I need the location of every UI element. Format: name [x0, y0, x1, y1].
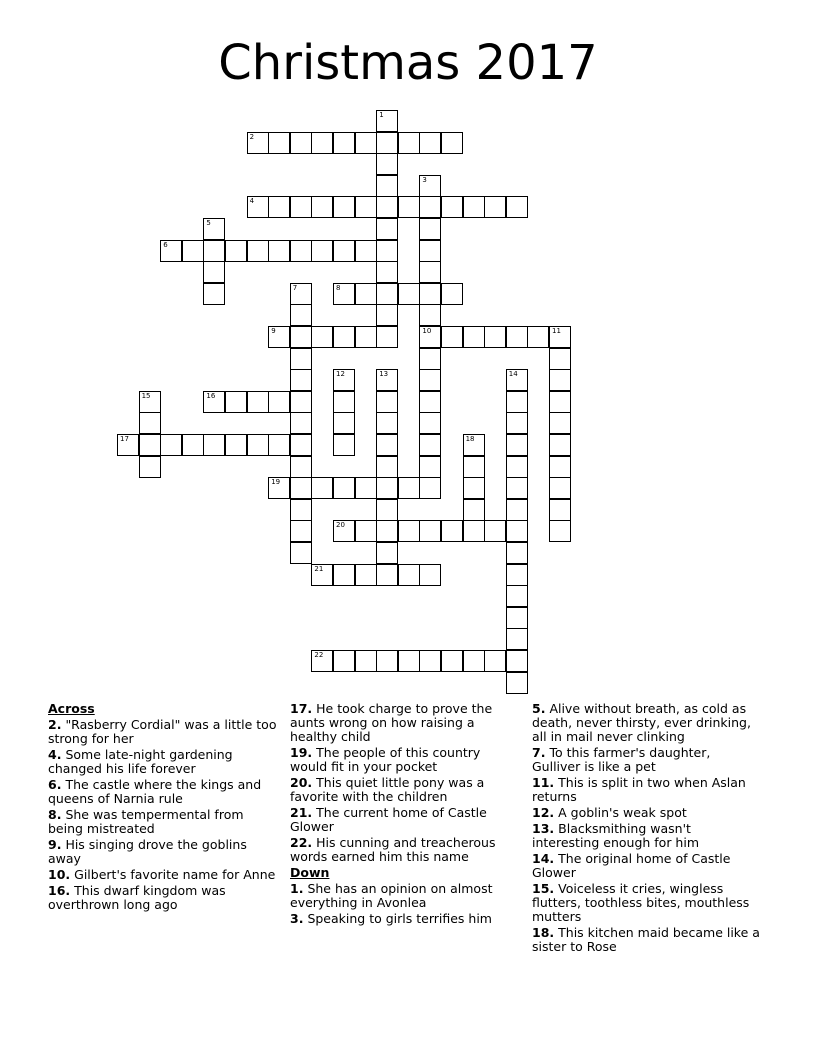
grid-cell[interactable] — [463, 520, 485, 542]
grid-cell[interactable] — [376, 240, 398, 262]
clue-number: 6 — [163, 240, 168, 249]
clue-down-7: 7. To this farmer's daughter, Gulliver is like a pet — [532, 745, 711, 774]
grid-cell[interactable] — [333, 132, 355, 154]
grid-cell[interactable] — [333, 650, 355, 672]
grid-cell[interactable] — [419, 391, 441, 413]
grid-cell[interactable] — [355, 283, 377, 305]
grid-cell[interactable] — [484, 520, 506, 542]
grid-cell[interactable] — [506, 542, 528, 564]
grid-cell[interactable] — [419, 456, 441, 478]
clue-down-1: 1. She has an opinion on almost everything in Avonlea — [290, 881, 493, 910]
grid-cell[interactable] — [376, 132, 398, 154]
grid-cell[interactable] — [182, 240, 204, 262]
clue-number: 21 — [314, 564, 324, 573]
grid-cell[interactable] — [333, 369, 355, 391]
grid-cell[interactable] — [247, 240, 269, 262]
clue-across-17: 17. He took charge to prove the aunts wrong on how raising a healthy child — [290, 701, 493, 744]
grid-cell[interactable] — [290, 391, 312, 413]
clue-across-20: 20. This quiet little pony was a favorite with the children — [290, 775, 485, 804]
grid-cell[interactable] — [463, 650, 485, 672]
grid-cell[interactable] — [419, 369, 441, 391]
grid-cell[interactable] — [376, 326, 398, 348]
grid-cell[interactable] — [311, 650, 333, 672]
clue-number: 19 — [271, 478, 281, 487]
grid-cell[interactable] — [398, 564, 420, 586]
grid-cell[interactable] — [160, 434, 182, 456]
clue-number: 4 — [249, 197, 255, 206]
grid-cell[interactable] — [333, 520, 355, 542]
clue-across-6: 6. The castle where the kings and queens of Narnia rule — [48, 777, 262, 806]
grid-cell[interactable] — [290, 369, 312, 391]
grid-cell[interactable] — [247, 132, 269, 154]
clue-number: 7 — [292, 283, 298, 292]
grid-cell[interactable] — [506, 499, 528, 521]
grid-cell[interactable] — [117, 434, 139, 456]
grid-cell[interactable] — [376, 542, 398, 564]
grid-cell[interactable] — [419, 132, 441, 154]
grid-cell[interactable] — [463, 477, 485, 499]
grid-cell[interactable] — [333, 434, 355, 456]
clue-number: 2 — [249, 132, 255, 141]
grid-cell[interactable] — [398, 132, 420, 154]
grid-cell[interactable] — [463, 326, 485, 348]
grid-cell[interactable] — [268, 196, 290, 218]
clue-down-12: 12. A goblin's weak spot — [532, 805, 687, 820]
grid-cell[interactable] — [333, 326, 355, 348]
grid-cell[interactable] — [333, 240, 355, 262]
clue-number: 12 — [336, 370, 345, 379]
grid-cell[interactable] — [203, 218, 225, 240]
grid-cell[interactable] — [203, 434, 225, 456]
clue-number: 15 — [141, 391, 151, 400]
grid-cell[interactable] — [398, 196, 420, 218]
grid-cell[interactable] — [376, 304, 398, 326]
grid-cell[interactable] — [290, 412, 312, 434]
grid-cell[interactable] — [290, 477, 312, 499]
grid-cell[interactable] — [290, 434, 312, 456]
grid-cell[interactable] — [419, 520, 441, 542]
grid-cell[interactable] — [463, 499, 485, 521]
grid-cell[interactable] — [355, 326, 377, 348]
grid-cell[interactable] — [355, 650, 377, 672]
grid-cell[interactable] — [506, 585, 528, 607]
grid-cell[interactable] — [506, 520, 528, 542]
grid-cell[interactable] — [160, 240, 182, 262]
clue-across-21: 21. The current home of Castle Glower — [290, 805, 487, 834]
clue-across-9: 9. His singing drove the goblins away — [48, 837, 247, 866]
grid-cell[interactable] — [463, 434, 485, 456]
grid-cell[interactable] — [506, 326, 528, 348]
grid-cell[interactable] — [549, 348, 571, 370]
clue-column-3 — [532, 702, 762, 956]
grid-cell[interactable] — [333, 477, 355, 499]
grid-cell[interactable] — [549, 456, 571, 478]
grid-cell[interactable] — [506, 434, 528, 456]
grid-cell[interactable] — [203, 261, 225, 283]
grid-cell[interactable] — [484, 196, 506, 218]
grid-cell[interactable] — [376, 434, 398, 456]
grid-cell[interactable] — [376, 564, 398, 586]
grid-cell[interactable] — [419, 650, 441, 672]
clue-number: 20 — [336, 521, 345, 530]
grid-cell[interactable] — [419, 477, 441, 499]
grid-cell[interactable] — [463, 196, 485, 218]
grid-cell[interactable] — [139, 434, 161, 456]
grid-cell[interactable] — [311, 564, 333, 586]
grid-cell[interactable] — [419, 261, 441, 283]
clue-number: 13 — [379, 370, 389, 379]
grid-cell[interactable] — [355, 240, 377, 262]
grid-cell[interactable] — [549, 499, 571, 521]
clue-down-15: 15. Voiceless it cries, wingless flutters, toothless bites, mouthless mutters — [532, 881, 750, 924]
clue-across-10: 10. Gilbert's favorite name for Anne — [48, 867, 276, 882]
grid-cell[interactable] — [376, 175, 398, 197]
grid-cell[interactable] — [333, 564, 355, 586]
grid-cell[interactable] — [441, 650, 463, 672]
clue-number: 3 — [422, 175, 427, 184]
grid-cell[interactable] — [268, 434, 290, 456]
grid-cell[interactable] — [311, 196, 333, 218]
grid-cell[interactable] — [419, 326, 441, 348]
clue-down-18: 18. This kitchen maid became like a sister to Rose — [532, 925, 760, 954]
grid-cell[interactable] — [549, 391, 571, 413]
grid-cell[interactable] — [419, 196, 441, 218]
clue-across-8: 8. She was tempermental from being mistreated — [48, 807, 244, 836]
grid-cell[interactable] — [225, 434, 247, 456]
grid-cell[interactable] — [355, 520, 377, 542]
grid-cell[interactable] — [290, 456, 312, 478]
clue-number: 10 — [422, 327, 432, 335]
grid-cell[interactable] — [290, 240, 312, 262]
grid-cell[interactable] — [225, 240, 247, 262]
clue-down-11: 11. This is split in two when Aslan returns — [532, 775, 746, 804]
down-heading: Down — [290, 865, 330, 880]
grid-cell[interactable] — [290, 326, 312, 348]
grid-cell[interactable] — [355, 196, 377, 218]
clue-down-13: 13. Blacksmithing wasn't interesting enough for him — [532, 821, 700, 850]
grid-cell[interactable] — [506, 196, 528, 218]
clue-number: 9 — [271, 327, 276, 335]
grid-cell[interactable] — [506, 456, 528, 478]
grid-cell[interactable] — [506, 477, 528, 499]
grid-cell[interactable] — [419, 283, 441, 305]
across-heading: Across — [48, 701, 95, 716]
grid-cell[interactable] — [376, 477, 398, 499]
grid-cell[interactable] — [268, 132, 290, 154]
grid-cell[interactable] — [376, 218, 398, 240]
grid-cell[interactable] — [549, 477, 571, 499]
clue-down-3: 3. Speaking to girls terrifies him — [290, 911, 492, 926]
grid-cell[interactable] — [290, 499, 312, 521]
grid-cell[interactable] — [247, 196, 269, 218]
clue-across-4: 4. Some late-night gardening changed his life forever — [48, 747, 233, 776]
grid-cell[interactable] — [376, 153, 398, 175]
grid-cell[interactable] — [290, 283, 312, 305]
grid-cell[interactable] — [419, 240, 441, 262]
clue-number: 11 — [552, 327, 561, 335]
grid-cell[interactable] — [225, 391, 247, 413]
grid-cell[interactable] — [484, 650, 506, 672]
grid-cell[interactable] — [549, 326, 571, 348]
grid-cell[interactable] — [203, 283, 225, 305]
grid-cell[interactable] — [203, 240, 225, 262]
clue-across-16: 16. This dwarf kingdom was overthrown long ago — [48, 883, 226, 912]
grid-cell[interactable] — [506, 607, 528, 629]
grid-cell[interactable] — [463, 456, 485, 478]
clue-number: 8 — [336, 283, 341, 292]
grid-cell[interactable] — [333, 412, 355, 434]
grid-cell[interactable] — [139, 391, 161, 413]
grid-cell[interactable] — [419, 304, 441, 326]
grid-cell[interactable] — [290, 132, 312, 154]
grid-cell[interactable] — [376, 391, 398, 413]
page-title: Christmas 2017 — [218, 35, 598, 91]
grid-cell[interactable] — [290, 520, 312, 542]
grid-cell[interactable] — [355, 564, 377, 586]
grid-cell[interactable] — [376, 110, 398, 132]
grid-cell[interactable] — [506, 391, 528, 413]
grid-cell[interactable] — [376, 261, 398, 283]
grid-cell[interactable] — [419, 564, 441, 586]
grid-cell[interactable] — [549, 412, 571, 434]
grid-cell[interactable] — [484, 326, 506, 348]
clue-column-2 — [290, 702, 520, 928]
grid-cell[interactable] — [333, 391, 355, 413]
grid-cell[interactable] — [333, 196, 355, 218]
clue-across-2: 2. "Rasberry Cordial" was a little too strong for her — [48, 717, 277, 746]
clue-number: 22 — [314, 651, 324, 659]
grid-cell[interactable] — [419, 434, 441, 456]
grid-cell[interactable] — [506, 412, 528, 434]
clue-number: 17 — [120, 435, 129, 443]
grid-cell[interactable] — [290, 348, 312, 370]
grid-cell[interactable] — [268, 326, 290, 348]
grid-cell[interactable] — [290, 304, 312, 326]
grid-cell[interactable] — [376, 520, 398, 542]
grid-cell[interactable] — [549, 369, 571, 391]
grid-cell[interactable] — [376, 412, 398, 434]
clue-number: 18 — [465, 435, 475, 443]
clue-column-1 — [48, 702, 278, 914]
grid-cell[interactable] — [506, 628, 528, 650]
grid-cell[interactable] — [247, 434, 269, 456]
grid-cell[interactable] — [311, 477, 333, 499]
grid-cell[interactable] — [268, 391, 290, 413]
clue-number: 14 — [508, 370, 518, 379]
grid-cell[interactable] — [506, 369, 528, 391]
clue-down-14: 14. The original home of Castle Glower — [532, 851, 731, 880]
clue-across-19: 19. The people of this country would fit in your pocket — [290, 745, 481, 774]
grid-cell[interactable] — [419, 412, 441, 434]
grid-cell[interactable] — [290, 542, 312, 564]
grid-cell[interactable] — [441, 326, 463, 348]
grid-cell[interactable] — [376, 456, 398, 478]
grid-cell[interactable] — [398, 477, 420, 499]
grid-cell[interactable] — [376, 369, 398, 391]
grid-cell[interactable] — [527, 326, 549, 348]
clue-number: 5 — [206, 219, 211, 227]
grid-cell[interactable] — [506, 672, 528, 694]
grid-cell[interactable] — [311, 326, 333, 348]
clue-across-22: 22. His cunning and treacherous words earned him this name — [290, 835, 496, 864]
clue-number: 1 — [379, 111, 384, 119]
grid-cell[interactable] — [398, 520, 420, 542]
clue-number: 16 — [206, 391, 216, 400]
grid-cell[interactable] — [441, 132, 463, 154]
grid-cell[interactable] — [203, 391, 225, 413]
grid-cell[interactable] — [247, 391, 269, 413]
grid-cell[interactable] — [355, 132, 377, 154]
grid-cell[interactable] — [441, 283, 463, 305]
grid-cell[interactable] — [549, 434, 571, 456]
grid-cell[interactable] — [290, 196, 312, 218]
grid-cell[interactable] — [441, 196, 463, 218]
grid-cell[interactable] — [376, 283, 398, 305]
grid-cell[interactable] — [311, 132, 333, 154]
grid-cell[interactable] — [419, 175, 441, 197]
grid-cell[interactable] — [311, 240, 333, 262]
grid-cell[interactable] — [182, 434, 204, 456]
grid-cell[interactable] — [376, 196, 398, 218]
grid-cell[interactable] — [355, 477, 377, 499]
grid-cell[interactable] — [419, 218, 441, 240]
grid-cell[interactable] — [268, 240, 290, 262]
grid-cell[interactable] — [333, 283, 355, 305]
grid-cell[interactable] — [139, 456, 161, 478]
grid-cell[interactable] — [549, 520, 571, 542]
grid-cell[interactable] — [419, 348, 441, 370]
grid-cell[interactable] — [398, 283, 420, 305]
grid-cell[interactable] — [376, 650, 398, 672]
grid-cell[interactable] — [398, 650, 420, 672]
grid-cell[interactable] — [506, 564, 528, 586]
clue-down-5: 5. Alive without breath, as cold as death, never thirsty, ever drinking, all in mail never clinking — [532, 701, 751, 744]
grid-cell[interactable] — [268, 477, 290, 499]
grid-cell[interactable] — [376, 499, 398, 521]
grid-cell[interactable] — [139, 412, 161, 434]
grid-cell[interactable] — [506, 650, 528, 672]
grid-cell[interactable] — [441, 520, 463, 542]
